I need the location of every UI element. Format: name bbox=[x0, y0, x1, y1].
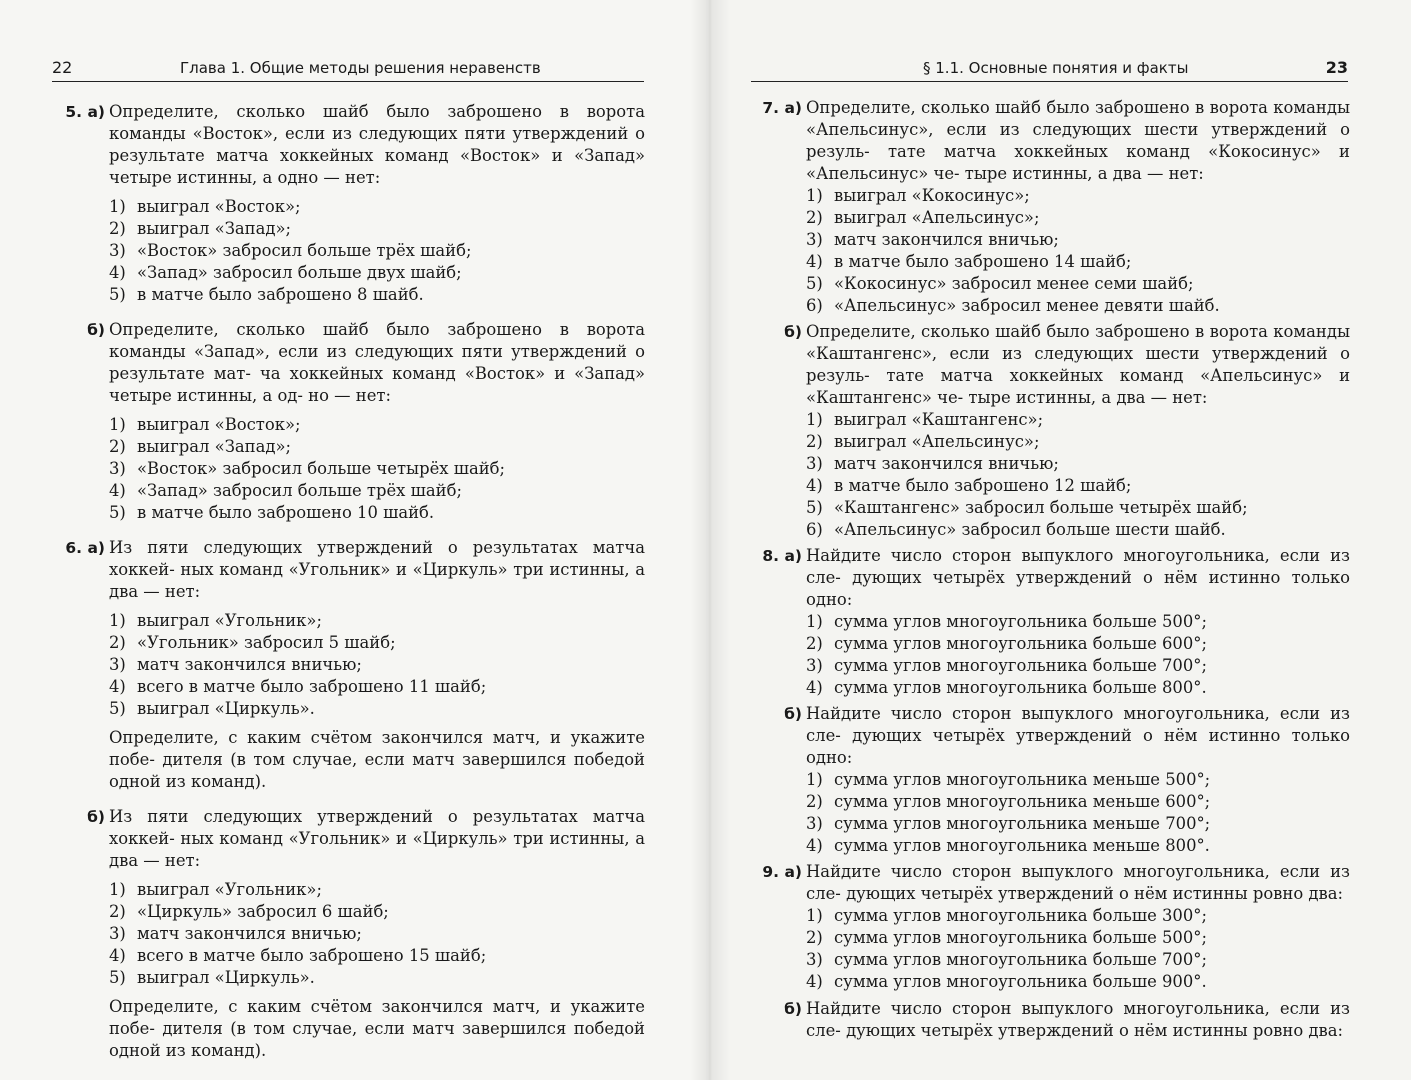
list-item: 5) в матче было заброшено 10 шайб. bbox=[109, 503, 435, 522]
list-item: 1) сумма углов многоугольника больше 500°; bbox=[806, 612, 1207, 631]
list-item: 6) «Апельсинус» забросил менее девяти шайб. bbox=[806, 296, 1220, 315]
problem-label: б) bbox=[784, 323, 802, 341]
list-item: 5) «Кокосинус» забросил менее семи шайб; bbox=[806, 274, 1194, 293]
list-item: 4) в матче было заброшено 12 шайб; bbox=[806, 476, 1132, 495]
right-page bbox=[706, 0, 1411, 1080]
running-title-left: Глава 1. Общие методы решения неравенств bbox=[180, 59, 541, 77]
page-number-right: 23 bbox=[1325, 58, 1348, 77]
problem-label: б) bbox=[784, 705, 802, 723]
problem-label: б) bbox=[87, 808, 105, 826]
list-item: 1) сумма углов многоугольника меньше 500°; bbox=[806, 770, 1211, 789]
problem-5b bbox=[57, 319, 645, 524]
statement-list bbox=[806, 611, 1350, 699]
list-item: 1) выиграл «Кокосинус»; bbox=[806, 186, 1030, 205]
list-item: 1) выиграл «Восток»; bbox=[109, 197, 301, 216]
list-item: 4) в матче было заброшено 14 шайб; bbox=[806, 252, 1132, 271]
problem-6a bbox=[57, 537, 645, 793]
list-item: 5) в матче было заброшено 8 шайб. bbox=[109, 285, 424, 304]
problem-question: Определите, с каким счётом закончился матч, и укажите побе- дителя (в том случае, если матч завершился победой одной из команд). bbox=[109, 728, 645, 791]
list-item: 2) сумма углов многоугольника больше 600°; bbox=[806, 634, 1207, 653]
list-item: 1) сумма углов многоугольника больше 300°; bbox=[806, 906, 1207, 925]
problem-question: Определите, с каким счётом закончился матч, и укажите побе- дителя (в том случае, если матч завершился победой одной из команд). bbox=[109, 997, 645, 1060]
statement-list bbox=[806, 905, 1350, 993]
statement-list bbox=[109, 414, 645, 524]
problem-8b bbox=[754, 703, 1350, 857]
problem-9b bbox=[754, 998, 1350, 1042]
list-item: 2) выиграл «Запад»; bbox=[109, 437, 292, 456]
list-item: 5) «Каштангенс» забросил больше четырёх шайб; bbox=[806, 498, 1248, 517]
list-item: 2) сумма углов многоугольника больше 500°; bbox=[806, 928, 1207, 947]
problem-label: 5. а) bbox=[65, 103, 105, 121]
left-content bbox=[57, 101, 645, 1062]
problem-statement: Из пяти следующих утверждений о результатах матча хоккей- ных команд «Угольник» и «Циркуль» три истинны, а два — нет: bbox=[109, 538, 645, 601]
problem-6b bbox=[57, 806, 645, 1062]
list-item: 3) матч закончился вничью; bbox=[109, 655, 362, 674]
problem-statement: Найдите число сторон выпуклого многоугольника, если из сле- дующих четырёх утверждений о нём истинны ровно два: bbox=[806, 862, 1350, 903]
list-item: 3) матч закончился вничью; bbox=[806, 454, 1059, 473]
problem-statement: Найдите число сторон выпуклого многоугольника, если из сле- дующих четырёх утверждений о нём истинно только одно: bbox=[806, 546, 1350, 609]
list-item: 2) сумма углов многоугольника меньше 600°; bbox=[806, 792, 1211, 811]
problem-label: 7. а) bbox=[762, 99, 802, 117]
problem-label: 6. а) bbox=[65, 539, 105, 557]
right-content bbox=[754, 97, 1350, 1042]
list-item: 2) выиграл «Апельсинус»; bbox=[806, 432, 1040, 451]
statement-list bbox=[109, 196, 645, 306]
problem-label: б) bbox=[87, 321, 105, 339]
list-item: 3) сумма углов многоугольника больше 700°; bbox=[806, 950, 1207, 969]
list-item: 3) матч закончился вничью; bbox=[806, 230, 1059, 249]
problem-9a bbox=[754, 861, 1350, 993]
list-item: 4) сумма углов многоугольника больше 900°. bbox=[806, 972, 1207, 991]
problem-statement: Определите, сколько шайб было заброшено в ворота команды «Запад», если из следующих пяти утверждений о результате мат- ча хоккейных команд «Восток» и «Запад» четыре истинны, а од- но — нет: bbox=[109, 320, 646, 405]
list-item: 1) выиграл «Угольник»; bbox=[109, 880, 322, 899]
list-item: 3) «Восток» забросил больше четырёх шайб; bbox=[109, 459, 506, 478]
list-item: 3) сумма углов многоугольника больше 700°; bbox=[806, 656, 1207, 675]
list-item: 4) всего в матче было заброшено 15 шайб; bbox=[109, 946, 487, 965]
list-item: 3) сумма углов многоугольника меньше 700°; bbox=[806, 814, 1211, 833]
page-number-left: 22 bbox=[52, 58, 73, 77]
statement-list bbox=[806, 409, 1350, 541]
problem-statement: Определите, сколько шайб было заброшено в ворота команды «Апельсинус», если из следующих шести утверждений о резуль- тате матча хоккейных команд «Кокосинус» и «Апельсинус» че- тыре истинны, а два — нет: bbox=[806, 98, 1350, 183]
problem-7a bbox=[754, 97, 1350, 317]
statement-list bbox=[806, 769, 1350, 857]
list-item: 2) «Циркуль» забросил 6 шайб; bbox=[109, 902, 389, 921]
problem-statement: Из пяти следующих утверждений о результатах матча хоккей- ных команд «Угольник» и «Циркуль» три истинны, а два — нет: bbox=[109, 807, 645, 870]
list-item: 5) выиграл «Циркуль». bbox=[109, 699, 315, 718]
list-item: 4) всего в матче было заброшено 11 шайб; bbox=[109, 677, 487, 696]
list-item: 4) сумма углов многоугольника меньше 800°. bbox=[806, 836, 1210, 855]
list-item: 1) выиграл «Каштангенс»; bbox=[806, 410, 1044, 429]
list-item: 3) матч закончился вничью; bbox=[109, 924, 362, 943]
running-head-left bbox=[52, 55, 644, 82]
problem-5a bbox=[57, 101, 645, 306]
list-item: 4) «Запад» забросил больше двух шайб; bbox=[109, 263, 462, 282]
statement-list bbox=[109, 879, 645, 989]
list-item: 1) выиграл «Восток»; bbox=[109, 415, 301, 434]
problem-label: 9. а) bbox=[762, 863, 802, 881]
running-title-right: § 1.1. Основные понятия и факты bbox=[923, 59, 1189, 77]
problem-statement: Найдите число сторон выпуклого многоугольника, если из сле- дующих четырёх утверждений о нём истинны ровно два: bbox=[806, 999, 1350, 1040]
list-item: 6) «Апельсинус» забросил больше шести шайб. bbox=[806, 520, 1226, 539]
running-head-right bbox=[751, 55, 1348, 82]
list-item: 4) сумма углов многоугольника больше 800°. bbox=[806, 678, 1207, 697]
problem-7b bbox=[754, 321, 1350, 541]
statement-list bbox=[109, 610, 645, 720]
statement-list bbox=[806, 185, 1350, 317]
list-item: 5) выиграл «Циркуль». bbox=[109, 968, 315, 987]
list-item: 2) выиграл «Апельсинус»; bbox=[806, 208, 1040, 227]
list-item: 2) «Угольник» забросил 5 шайб; bbox=[109, 633, 396, 652]
problem-8a bbox=[754, 545, 1350, 699]
list-item: 1) выиграл «Угольник»; bbox=[109, 611, 322, 630]
problem-label: б) bbox=[784, 1000, 802, 1018]
problem-statement: Определите, сколько шайб было заброшено в ворота команды «Каштангенс», если из следующих шести утверждений о резуль- тате матча хоккейных команд «Апельсинус» и «Каштангенс» че- тыре истинны, а два — нет: bbox=[806, 322, 1350, 407]
list-item: 4) «Запад» забросил больше трёх шайб; bbox=[109, 481, 462, 500]
problem-statement: Найдите число сторон выпуклого многоугольника, если из сле- дующих четырёх утверждений о нём истинно только одно: bbox=[806, 704, 1350, 767]
list-item: 3) «Восток» забросил больше трёх шайб; bbox=[109, 241, 472, 260]
problem-statement: Определите, сколько шайб было заброшено в ворота команды «Восток», если из следующих пяти утверждений о результате матча хоккейных команд «Восток» и «Запад» четыре истинны, а одно — нет: bbox=[109, 102, 645, 187]
list-item: 2) выиграл «Запад»; bbox=[109, 219, 292, 238]
problem-label: 8. а) bbox=[762, 547, 802, 565]
